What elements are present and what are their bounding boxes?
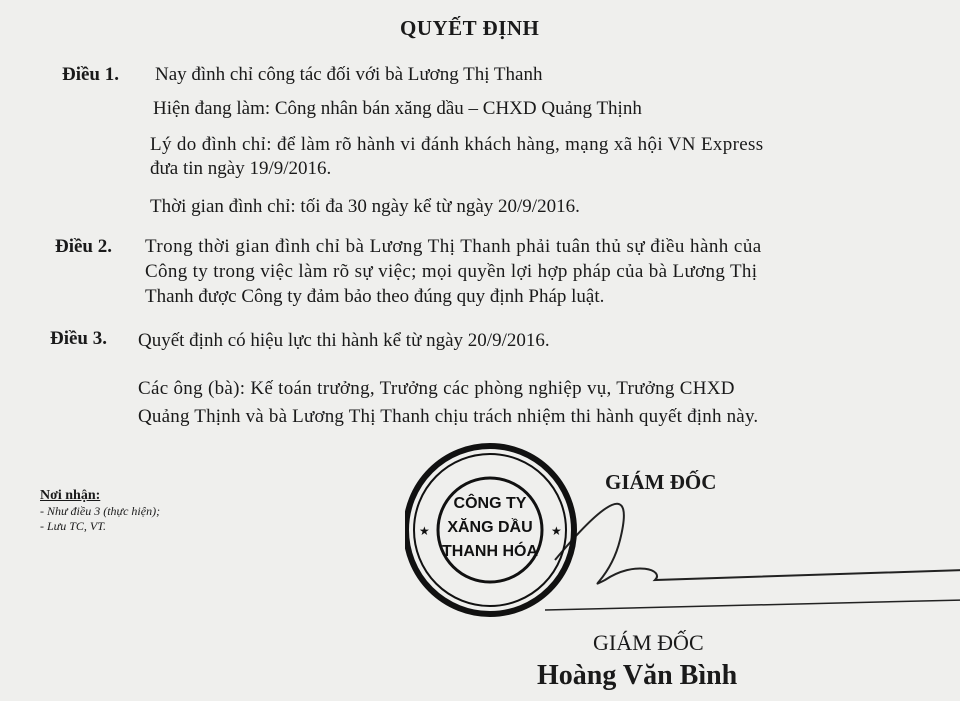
stamp-text: CÔNG TY [453, 495, 527, 512]
recipients-block [40, 488, 160, 534]
article-2-label: Điều 2. [55, 236, 112, 257]
article-1-label: Điều 1. [62, 64, 119, 85]
svg-text:★: ★ [551, 524, 562, 538]
recipients-heading: Nơi nhận: [40, 488, 101, 503]
article-1-line: Hiện đang làm: Công nhân bán xăng dầu – CHXD Quảng Thịnh [153, 98, 642, 119]
signer-name: Hoàng Văn Bình [537, 660, 738, 691]
article-2-line: Trong thời gian đình chỉ bà Lương Thị Thanh phải tuân thủ sự điều hành của [145, 236, 762, 257]
recipient-item: - Như điều 3 (thực hiện); [40, 504, 161, 518]
recipient-item: - Lưu TC, VT. [40, 519, 107, 533]
signer-role: GIÁM ĐỐC [593, 630, 704, 655]
article-3-label: Điều 3. [50, 328, 107, 349]
article-2-line: Công ty trong việc làm rõ sự việc; mọi quyền lợi hợp pháp của bà Lương Thị [145, 261, 758, 282]
article-1-line: Thời gian đình chỉ: tối đa 30 ngày kể từ ngày 20/9/2016. [150, 196, 580, 217]
company-stamp-icon [405, 440, 960, 640]
article-2-line: Thanh được Công ty đảm bảo theo đúng quy định Pháp luật. [145, 286, 605, 307]
article-1-line: đưa tin ngày 19/9/2016. [150, 158, 332, 179]
article-1-line: Lý do đình chỉ: để làm rõ hành vi đánh khách hàng, mạng xã hội VN Express [150, 134, 764, 155]
signature-title: GIÁM ĐỐC [605, 470, 717, 494]
article-3-line: Quyết định có hiệu lực thi hành kể từ ngày 20/9/2016. [138, 330, 550, 351]
article-3-line: Quảng Thịnh và bà Lương Thị Thanh chịu trách nhiệm thi hành quyết định này. [138, 406, 759, 427]
document-title: QUYẾT ĐỊNH [400, 16, 540, 40]
svg-text:★: ★ [419, 524, 430, 538]
stamp-text: XĂNG DẦU [447, 519, 533, 536]
stamp-text: THANH HÓA [442, 543, 538, 560]
article-1-line: Nay đình chỉ công tác đối với bà Lương Thị Thanh [155, 64, 543, 85]
article-3-line: Các ông (bà): Kế toán trưởng, Trưởng các phòng nghiệp vụ, Trưởng CHXD [138, 378, 735, 399]
